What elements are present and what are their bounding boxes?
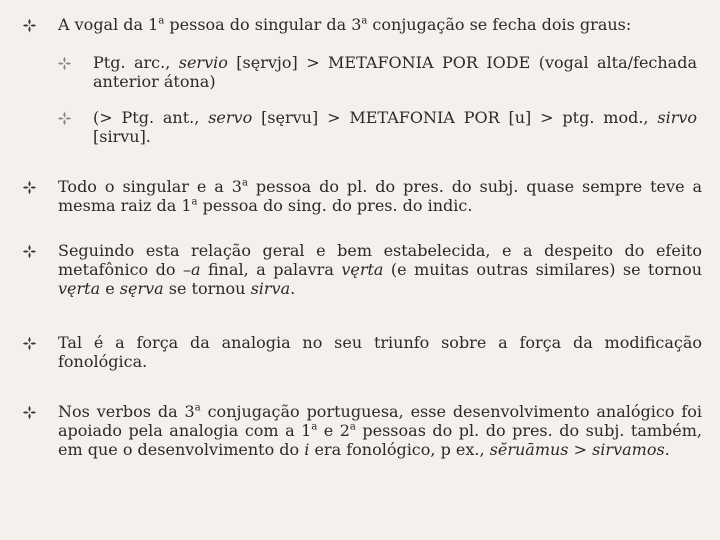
diamond-bullet-icon bbox=[22, 180, 37, 195]
diamond-bullet-icon bbox=[22, 336, 37, 351]
bullet-text: Todo o singular e a 3$^a$ pessoa do pl. do pres. do subj. quase sempre teve a mesma raiz da 1$^a$ pessoa do sing. do pres. do indic. bbox=[58, 177, 703, 215]
diamond-bullet-icon bbox=[22, 18, 37, 33]
bullet-item-2 bbox=[22, 177, 702, 215]
bullet-item-3 bbox=[22, 241, 702, 298]
diamond-bullet-icon bbox=[57, 56, 72, 71]
bullet-text: Tal é a força da analogia no seu triunfo sobre a força da modificação fonológica. bbox=[58, 333, 702, 371]
bullet-item-4 bbox=[22, 333, 702, 371]
bullet-text: Seguindo esta relação geral e bem estabelecida, e a despeito do efeito metafônico do –a final, a palavra vęrta (e muitas outras similares) se tornou vęrta e sęrva se tornou sirva. bbox=[58, 241, 703, 298]
bullet-item-5 bbox=[22, 402, 702, 459]
bullet-text: Nos verbos da 3$^a$ conjugação portuguesa, esse desenvolvimento analógico foi apoiado pela analogia com a 1$^a$ e 2$^a$ pessoas do pl. do pres. do subj. também, em que o desenvolvimento do i era fonológico, p ex., sĕruāmus > sirvamos. bbox=[58, 402, 703, 459]
bullet-text: Ptg. arc., servio [sęrvjo] > METAFONIA POR IODE (vogal alta/fechada anterior átona) bbox=[93, 53, 698, 91]
bullet-text: A vogal da 1$^a$ pessoa do singular da 3$^a$ conjugação se fecha dois graus: bbox=[58, 15, 632, 34]
sub-bullet-item-1 bbox=[57, 53, 697, 91]
bullet-item-1 bbox=[22, 15, 702, 34]
sub-bullet-item-2 bbox=[57, 108, 697, 146]
diamond-bullet-icon bbox=[22, 405, 37, 420]
diamond-bullet-icon bbox=[57, 111, 72, 126]
diamond-bullet-icon bbox=[22, 244, 37, 259]
bullet-text: (> Ptg. ant., servo [sęrvu] > METAFONIA POR [u] > ptg. mod., sirvo [sirvu]. bbox=[93, 108, 698, 146]
